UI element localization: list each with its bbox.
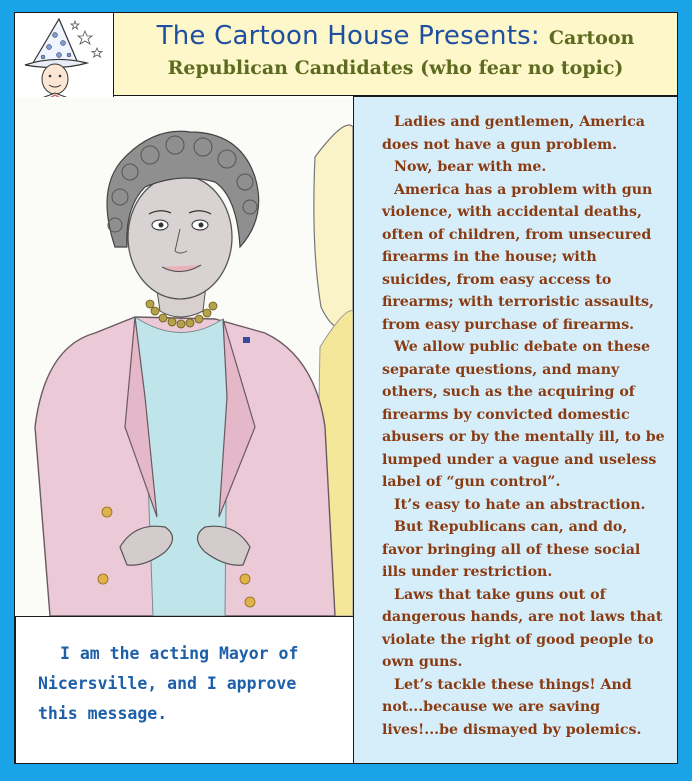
header-banner bbox=[113, 12, 678, 96]
speech-paragraph-6: But Republicans can, and do, favor bringing all of these social ills under restriction. bbox=[382, 519, 641, 580]
speech-paragraph-1: Ladies and gentlemen, America does not have a gun problem. bbox=[382, 114, 646, 153]
candidate-illustration bbox=[15, 97, 353, 616]
header-line-1 bbox=[114, 21, 677, 51]
candidate-drawing-icon bbox=[15, 97, 353, 616]
subtitle-part-2: Republican Candidates (who fear no topic) bbox=[167, 57, 624, 79]
main-title: The Cartoon House Presents: bbox=[156, 21, 540, 51]
speech-paragraph-7: Laws that take guns out of dangerous hands, are not laws that violate the right of good people to own guns. bbox=[382, 586, 663, 670]
subtitle-part-1: Cartoon bbox=[548, 27, 635, 49]
approval-caption: I am the acting Mayor of Nicersville, and I approve this message. bbox=[38, 644, 299, 723]
speech-paragraph-5: It’s easy to hate an abstraction. bbox=[394, 496, 646, 513]
caption-box bbox=[15, 616, 354, 764]
speech-paragraph-4: We allow public debate on these separate questions, and many others, such as the acquiring of firearms by convicted domestic abusers or by the mentally ill, to be lumped under a vague and useless label of “gun control”. bbox=[382, 339, 665, 490]
speech-paragraph-2: Now, bear with me. bbox=[394, 159, 547, 175]
speech-paragraph-3: America has a problem with gun violence, with accidental deaths, often of children, from unsecured firearms in the house; with suicides, from easy access to firearms; with terroristic assaults, from easy purchase of firearms. bbox=[382, 181, 654, 333]
speech-paragraph-8: Let’s tackle these things! And not...because we are saving lives!...be dismayed by polemics. bbox=[382, 676, 642, 738]
speech-panel bbox=[353, 96, 678, 764]
